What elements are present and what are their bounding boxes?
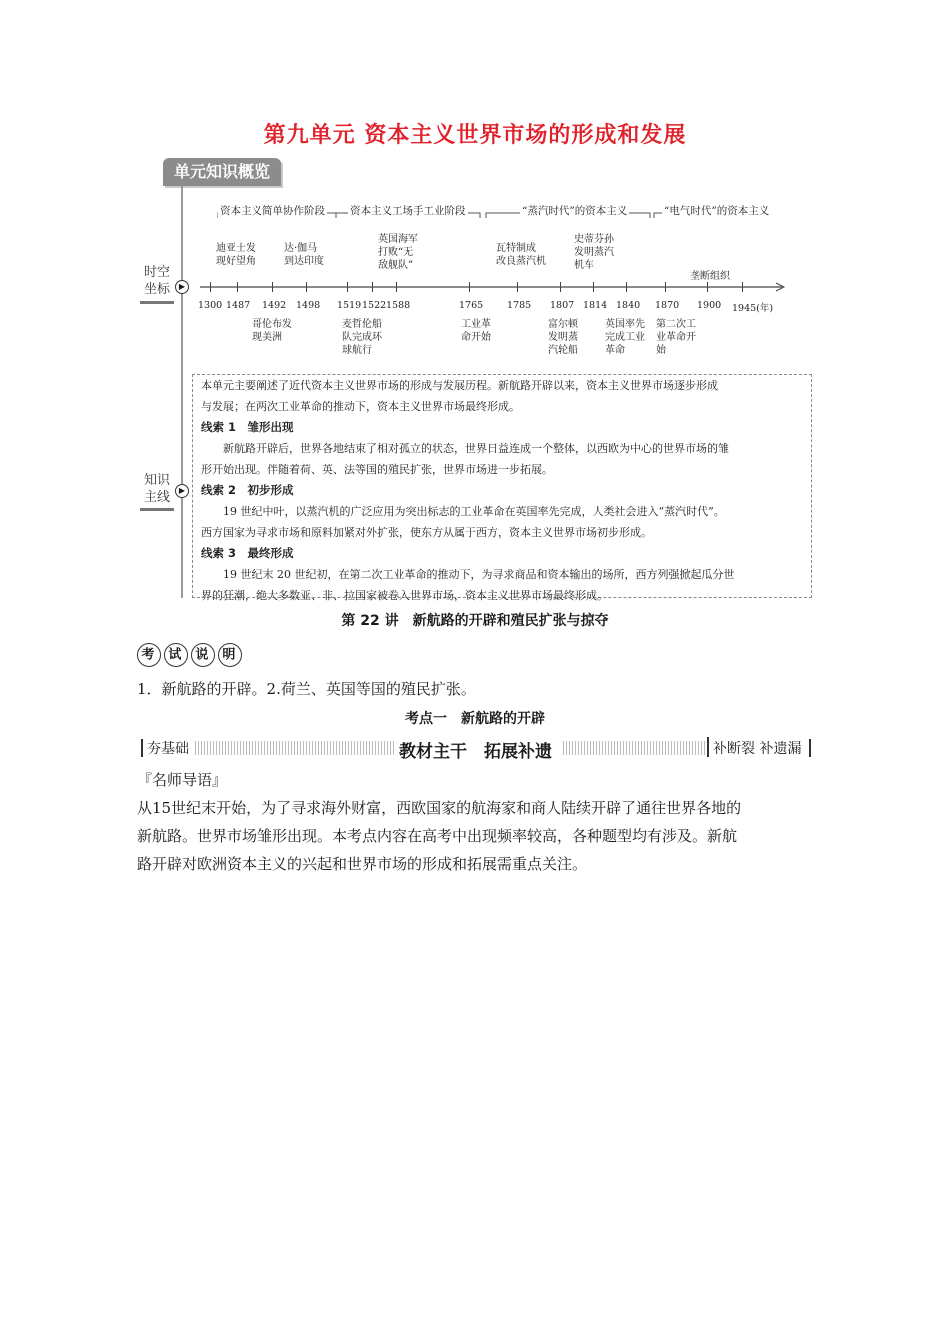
intro-line: 与发展；在两次工业革命的推动下，资本主义世界市场最终形成。 <box>201 400 520 413</box>
timeline-tick <box>626 282 627 292</box>
event-below: 富尔顿 发明蒸 汽轮船 <box>548 319 578 356</box>
timeline-tick <box>372 282 373 292</box>
year-label: 1900 <box>697 300 722 311</box>
cue-heading: 线索 1 雏形出现 <box>201 420 294 434</box>
cue-text: 形开始出现。伴随着荷、英、法等国的殖民扩张，世界市场进一步拓展。 <box>201 463 553 476</box>
hatch-left <box>195 741 395 755</box>
year-label: 1765 <box>459 300 484 311</box>
year-label: 1870 <box>655 300 680 311</box>
bar-left: 夯基础 <box>147 741 189 757</box>
event-below: 工业革 命开始 <box>461 319 491 343</box>
timeline-tick <box>742 282 743 292</box>
knowledge-mainline-label: 知识 主线 <box>143 473 170 505</box>
vertical-divider <box>181 186 183 598</box>
play-icon: ▶ <box>175 280 189 294</box>
year-label: 1498 <box>296 300 321 311</box>
stage-label: 资本主义工场手工业阶段 <box>350 205 466 217</box>
timeline-tick <box>306 282 307 292</box>
timeline-tick <box>560 282 561 292</box>
play-icon: ▶ <box>175 484 189 498</box>
cue-heading: 线索 2 初步形成 <box>201 483 294 497</box>
mainline-box <box>192 374 812 602</box>
year-label: 1300 <box>198 300 223 311</box>
timeline-tick <box>237 282 238 292</box>
event-above: 英国海军 打败“无 敌舰队” <box>378 234 418 271</box>
year-label: 1807 <box>550 300 575 311</box>
year-label: 1814 <box>583 300 608 311</box>
unit-title: 第九单元 资本主义世界市场的形成和发展 <box>263 123 687 148</box>
kaodian-title: 考点一 新航路的开辟 <box>405 711 545 727</box>
event-above: 瓦特制成 改良蒸汽机 <box>496 243 546 267</box>
intro-line: 本单元主要阐述了近代资本主义世界市场的形成与发展历程。新航路开辟以来，资本主义世界市场逐步形成 <box>201 379 718 392</box>
year-label: 1785 <box>507 300 532 311</box>
event-below: 第二次工 业革命开 始 <box>656 319 696 356</box>
time-coordinate-label: 时空 坐标 <box>143 265 170 297</box>
year-label: 1588 <box>386 300 411 311</box>
bar-center: 教材主干 拓展补遗 <box>399 742 552 762</box>
event-above: 迪亚士发 现好望角 <box>216 243 256 267</box>
stage-label: “电气时代”的资本主义 <box>664 205 770 217</box>
cue-text: 西方国家为寻求市场和原料加紧对外扩张，使东方从属于西方，资本主义世界市场初步形成。 <box>201 526 652 539</box>
timeline-tick <box>347 282 348 292</box>
year-label: 1522 <box>362 300 387 311</box>
timeline-tick <box>396 282 397 292</box>
cue-text: 新航路开辟后，世界各地结束了相对孤立的状态，世界日益连成一个整体，以西欧为中心的世界市场的雏 <box>223 442 729 455</box>
overview-tab: 单元知识概览 <box>163 158 281 186</box>
cue-text: 19 世纪中叶，以蒸汽机的广泛应用为突出标志的工业革命在英国率先完成，人类社会进入“蒸汽时代”。 <box>223 505 725 518</box>
timeline-tick <box>272 282 273 292</box>
timeline-tick <box>707 282 708 292</box>
lesson-title: 第 22 讲 新航路的开辟和殖民扩张与掠夺 <box>341 613 609 629</box>
guide-text: 从15世纪末开始，为了寻求海外财富，西欧国家的航海家和商人陆续开辟了通往世界各地的 新航路。世界市场雏形出现。本考点内容在高考中出现频率较高，各种题型均有涉及。新航 路开辟对欧洲资本主义的兴起和世界市场的形成和拓展需重点关注。 <box>137 799 742 873</box>
event-above: 垄断组织 <box>690 271 730 282</box>
bar-right: 补断裂 补遗漏 <box>713 741 802 757</box>
section-bar <box>141 737 811 762</box>
year-label: 1492 <box>262 300 287 311</box>
side-bar <box>140 508 174 511</box>
exam-badge: 考 试 说 明 <box>137 643 245 667</box>
exam-items: 1．新航路的开辟。2.荷兰、英国等国的殖民扩张。 <box>137 680 476 698</box>
event-below: 麦哲伦船 队完成环 球航行 <box>342 319 382 356</box>
stage-label: 资本主义简单协作阶段 <box>220 205 325 217</box>
side-bar <box>140 301 174 304</box>
timeline-tick <box>210 282 211 292</box>
hatch-right <box>563 741 705 755</box>
event-above: 达·伽马 到达印度 <box>284 243 324 267</box>
event-below: 英国率先 完成工业 革命 <box>605 319 645 356</box>
cue-heading: 线索 3 最终形成 <box>201 546 294 560</box>
year-label: 1945(年) <box>732 303 774 314</box>
cue-text: 19 世纪末 20 世纪初，在第二次工业革命的推动下，为寻求商品和资本输出的场所，西方列强掀起瓜分世 <box>223 568 735 581</box>
event-below: 哥伦布发 现美洲 <box>252 319 292 343</box>
year-label: 1519 <box>337 300 362 311</box>
timeline-tick <box>665 282 666 292</box>
event-above: 史蒂芬孙 发明蒸汽 机车 <box>574 234 614 271</box>
year-label: 1840 <box>616 300 641 311</box>
cue-text: 界的狂潮，绝大多数亚、非、拉国家被卷入世界市场，资本主义世界市场最终形成。 <box>201 589 608 602</box>
timeline-tick <box>593 282 594 292</box>
timeline-tick <box>469 282 470 292</box>
timeline-tick <box>517 282 518 292</box>
stage-label: “蒸汽时代”的资本主义 <box>522 205 628 217</box>
guide-label: 『名师导语』 <box>137 771 228 789</box>
year-label: 1487 <box>226 300 251 311</box>
